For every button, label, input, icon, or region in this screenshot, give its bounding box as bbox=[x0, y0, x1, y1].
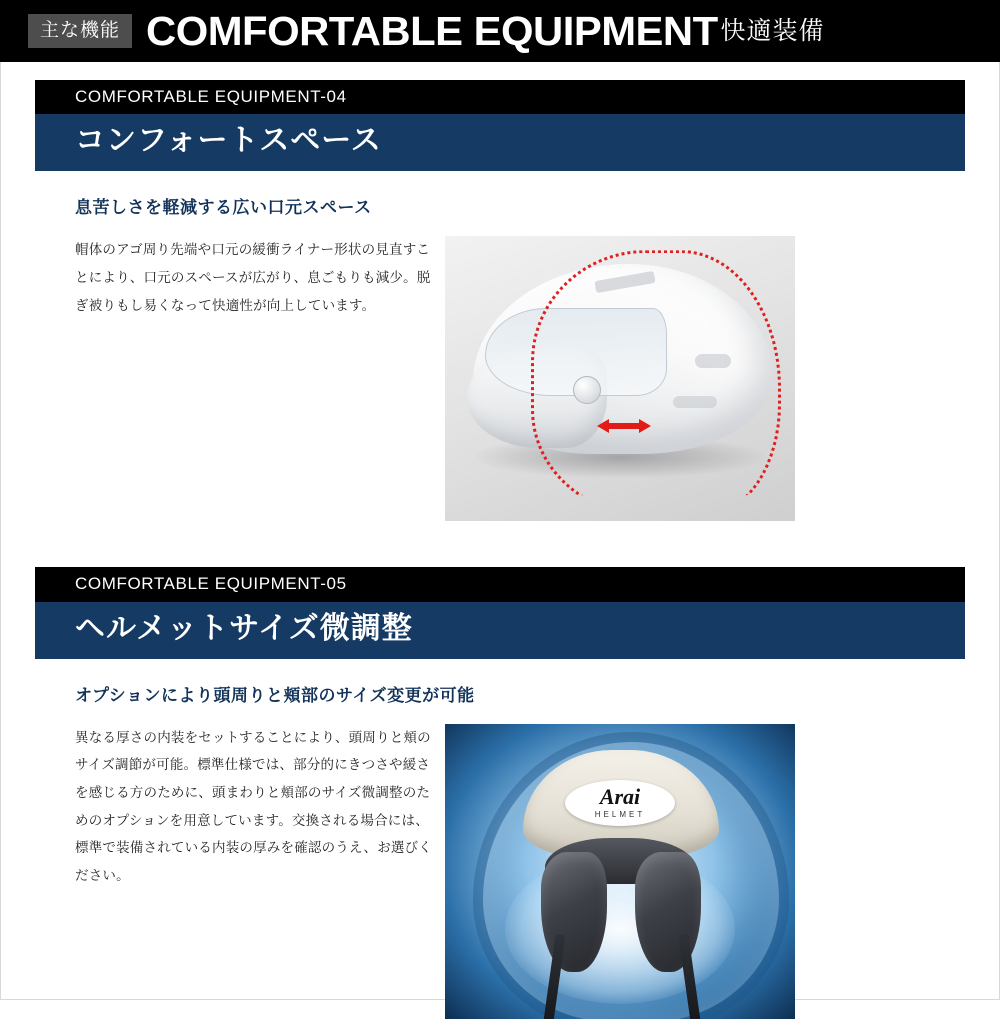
section-comfortable-equipment-05 bbox=[35, 567, 965, 1018]
section-body bbox=[35, 171, 965, 521]
banner-tag: 主な機能 bbox=[28, 14, 132, 48]
section-paragraph: 帽体のアゴ周り先端や口元の緩衝ライナー形状の見直すことにより、口元のスペースが広がり、息ごもりも減少。脱ぎ被りもし易くなって快適性が向上しています。 bbox=[75, 242, 431, 313]
section-columns bbox=[35, 724, 965, 1019]
arai-logo-wordmark: Arai bbox=[599, 784, 641, 810]
page-banner bbox=[0, 0, 1000, 62]
section-subheading: オプションにより頭周りと頬部のサイズ変更が可能 bbox=[75, 685, 475, 705]
section-figure bbox=[445, 724, 795, 1019]
helmet-profile-illustration bbox=[445, 236, 795, 521]
red-dotted-outline bbox=[531, 250, 781, 516]
section-comfortable-equipment-04 bbox=[35, 80, 965, 521]
section-subheading: 息苦しさを軽減する広い口元スペース bbox=[75, 198, 372, 218]
section-heading: コンフォートスペース bbox=[35, 114, 965, 171]
helmet-interior-photo bbox=[445, 724, 795, 1019]
section-heading: ヘルメットサイズ微調整 bbox=[35, 602, 965, 659]
arai-logo bbox=[565, 780, 675, 826]
section-body bbox=[35, 659, 965, 1019]
section-eyebrow: COMFORTABLE EQUIPMENT-04 bbox=[35, 80, 965, 114]
section-columns bbox=[35, 236, 965, 521]
arai-logo-subtext: HELMET bbox=[594, 810, 646, 820]
content-frame bbox=[0, 62, 1000, 1000]
helmet-cheek-pad-left bbox=[541, 852, 607, 972]
banner-title: COMFORTABLE EQUIPMENT bbox=[146, 7, 718, 54]
section-paragraph: 異なる厚さの内装をセットすることにより、頭周りと頬のサイズ調節が可能。標準仕様では、部分的にきつさや緩さを感じる方のために、頭まわりと頬部のサイズ微調整のためのオプションを用意しています。交換される場合には、標準で装備されている内装の厚みを確認のうえ、お選びください。 bbox=[75, 729, 433, 884]
red-arrow-icon bbox=[591, 418, 657, 434]
section-figure bbox=[445, 236, 795, 521]
section-eyebrow: COMFORTABLE EQUIPMENT-05 bbox=[35, 567, 965, 601]
banner-subtitle: 快適装備 bbox=[720, 16, 825, 45]
